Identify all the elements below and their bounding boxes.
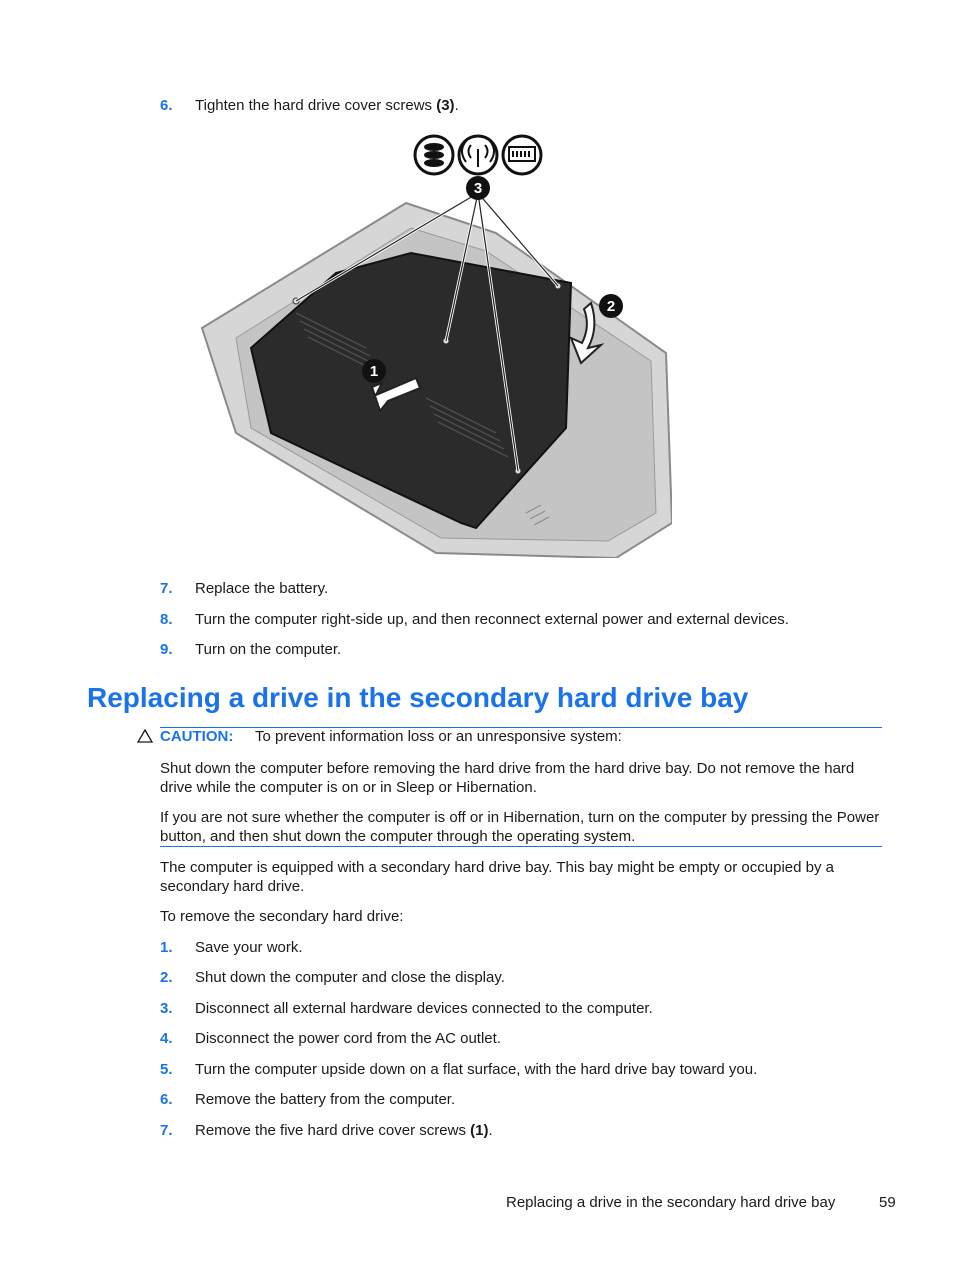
procedure-step-3 (160, 999, 894, 1019)
svg-text:2: 2 (606, 298, 616, 315)
step-text: Remove the battery from the computer. (195, 1091, 456, 1108)
step-number: 7. (160, 1122, 173, 1139)
procedure-step-7 (160, 1121, 894, 1141)
procedure-step-6 (160, 1090, 894, 1110)
procedure-step-2 (160, 968, 894, 988)
svg-text:3: 3 (473, 180, 483, 197)
lead-paragraph: To remove the secondary hard drive: (160, 908, 404, 925)
step-text: Turn on the computer. (195, 641, 342, 658)
step-text: Disconnect the power cord from the AC outlet. (195, 1030, 501, 1047)
step-number: 9. (160, 641, 173, 658)
caution-paragraph-1: Shut down the computer before removing the hard drive from the hard drive bay. Do not remove the hard drive while the computer is on or in Sleep or Hibernation. (160, 760, 855, 796)
footer-title: Replacing a drive in the secondary hard drive bay (506, 1194, 836, 1211)
hard-drive-icon (415, 136, 453, 174)
step-number: 6. (160, 97, 173, 114)
procedure-step-5 (160, 1060, 894, 1080)
caution-label: CAUTION: (160, 728, 234, 745)
caution-bottom-rule (160, 846, 882, 847)
svg-text:1: 1 (369, 363, 379, 380)
callout-1 (362, 359, 386, 383)
step-8 (160, 610, 894, 630)
step-number: 1. (160, 939, 173, 956)
step-number: 7. (160, 580, 173, 597)
step-text: Turn the computer upside down on a flat surface, with the hard drive bay toward you. (195, 1061, 758, 1078)
step-number: 4. (160, 1030, 173, 1047)
step-text: Remove the five hard drive cover screws (1). (195, 1122, 493, 1139)
step-number: 2. (160, 969, 173, 986)
step-7 (160, 579, 894, 599)
step-6-top (160, 96, 894, 116)
step-number: 6. (160, 1091, 173, 1108)
step-number: 8. (160, 611, 173, 628)
callout-ref: (3) (436, 97, 455, 114)
caution-triangle-icon (137, 729, 153, 743)
step-number: 5. (160, 1061, 173, 1078)
callout-2 (599, 294, 623, 318)
callout-ref: (1) (470, 1122, 489, 1139)
procedure-step-4 (160, 1029, 894, 1049)
step-9 (160, 640, 894, 660)
caution-paragraph-2: If you are not sure whether the computer is off or in Hibernation, turn on the computer by pressing the Power button, and then shut down the computer through the operating system. (160, 809, 880, 845)
procedure-step-1 (160, 938, 894, 958)
page-number: 59 (879, 1194, 896, 1211)
step-text: Turn the computer right-side up, and then reconnect external power and external devices. (195, 611, 789, 628)
step-text: Replace the battery. (195, 580, 329, 597)
step-text: Disconnect all external hardware devices connected to the computer. (195, 1000, 653, 1017)
step-text: Save your work. (195, 939, 303, 956)
wireless-icon (459, 136, 497, 174)
section-title: Replacing a drive in the secondary hard drive bay (87, 682, 749, 713)
step-number: 3. (160, 1000, 173, 1017)
callout-3 (466, 176, 490, 200)
step-text: Tighten the hard drive cover screws (3). (195, 97, 459, 114)
hard-drive-cover-illustration (196, 133, 672, 558)
intro-paragraph: The computer is equipped with a secondary hard drive bay. This bay might be empty or occupied by a secondary hard drive. (160, 859, 834, 895)
step-text: Shut down the computer and close the display. (195, 969, 505, 986)
caution-text: To prevent information loss or an unresponsive system: (255, 728, 622, 745)
memory-module-icon (503, 136, 541, 174)
